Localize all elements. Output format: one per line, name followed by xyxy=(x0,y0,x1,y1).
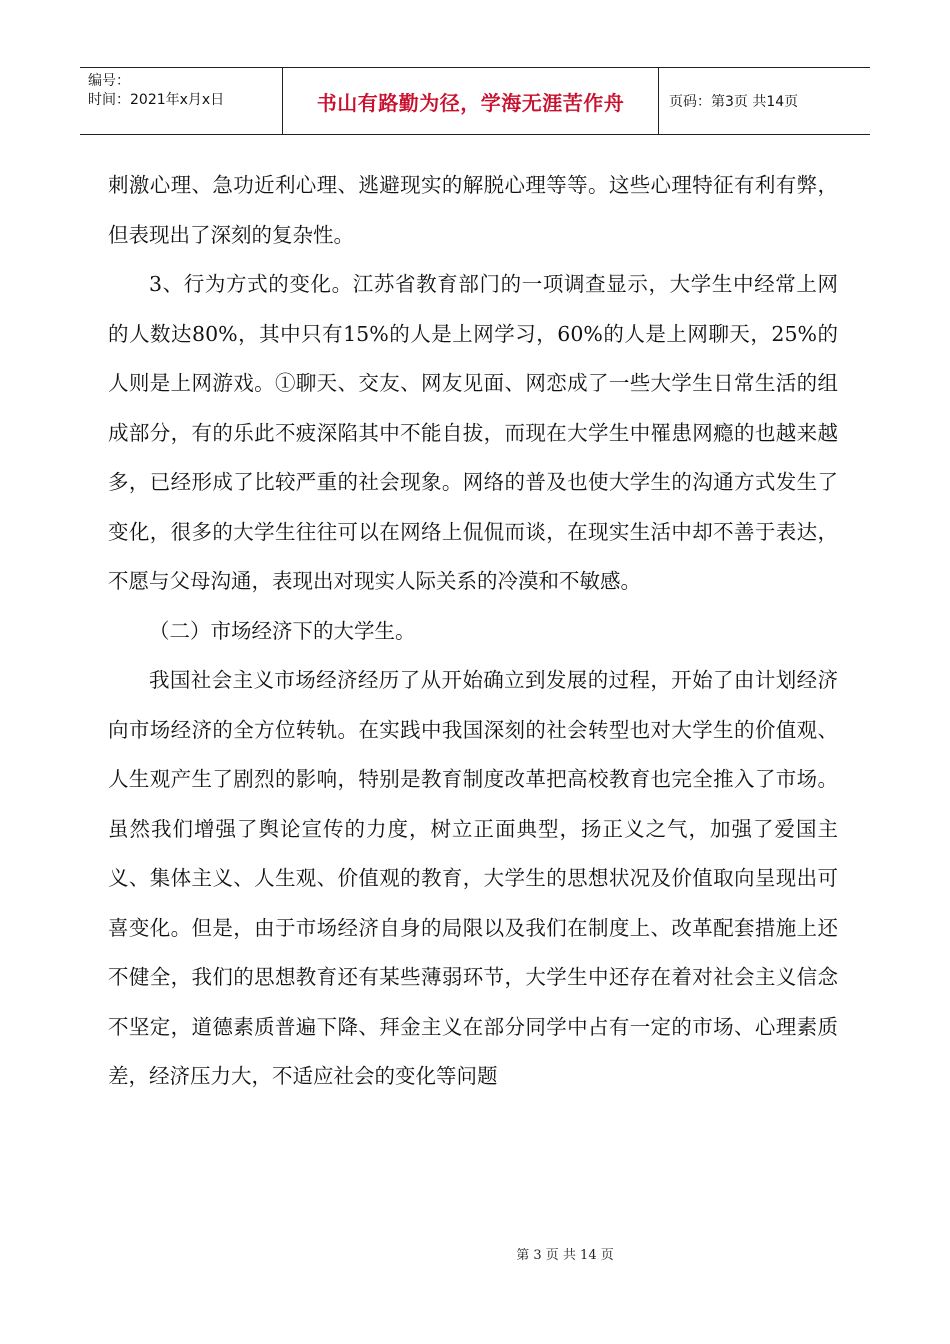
page-header xyxy=(80,67,870,135)
page-footer: 第 3 页 共 14 页 xyxy=(516,1248,614,1263)
paragraph-continuation: 刺激心理、急功近利心理、逃避现实的解脱心理等等。这些心理特征有利有弊，但表现出了深刻的复杂性。 xyxy=(108,173,838,247)
document-number: 编号： xyxy=(88,73,130,89)
paragraph-market-economy: 我国社会主义市场经济经历了从开始确立到发展的过程，开始了由计划经济向市场经济的全方位转轨。在实践中我国深刻的社会转型也对大学生的价值观、人生观产生了剧烈的影响，特别是教育制度改革把高校教育也完全推入了市场。虽然我们增强了舆论宣传的力度，树立正面典型，扬正义之气，加强了爱国主义、集体主义、人生观、价值观的教育，大学生的思想状况及价值取向呈现出可喜变化。但是，由于市场经济自身的局限以及我们在制度上、改革配套措施上还不健全，我们的思想教育还有某些薄弱环节，大学生中还存在着对社会主义信念不坚定，道德素质普遍下降、拜金主义在部分同学中占有一定的市场、心理素质差，经济压力大，不适应社会的变化等问题 xyxy=(108,668,838,1088)
header-motto: 书山有路勤为径，学海无涯苦作舟 xyxy=(283,68,659,134)
header-meta xyxy=(80,68,283,134)
document-body xyxy=(108,161,838,1102)
document-time: 时间：2021年x月x日 xyxy=(88,92,225,108)
paragraph-behavior-change: 3、行为方式的变化。江苏省教育部门的一项调查显示，大学生中经常上网的人数达80%，其中只有15%的人是上网学习，60%的人是上网聊天，25%的人则是上网游戏。①聊天、交友、网友见面、网恋成了一些大学生日常生活的组成部分，有的乐此不疲深陷其中不能自拔，而现在大学生中罹患网瘾的也越来越多，已经形成了比较严重的社会现象。网络的普及也使大学生的沟通方式发生了变化，很多的大学生往往可以在网络上侃侃而谈，在现实生活中却不善于表达，不愿与父母沟通，表现出对现实人际关系的冷漠和不敏感。 xyxy=(108,272,838,593)
header-page-info: 页码：第3页 共14页 xyxy=(669,94,799,110)
section-heading-market-economy: （二）市场经济下的大学生。 xyxy=(149,618,416,643)
